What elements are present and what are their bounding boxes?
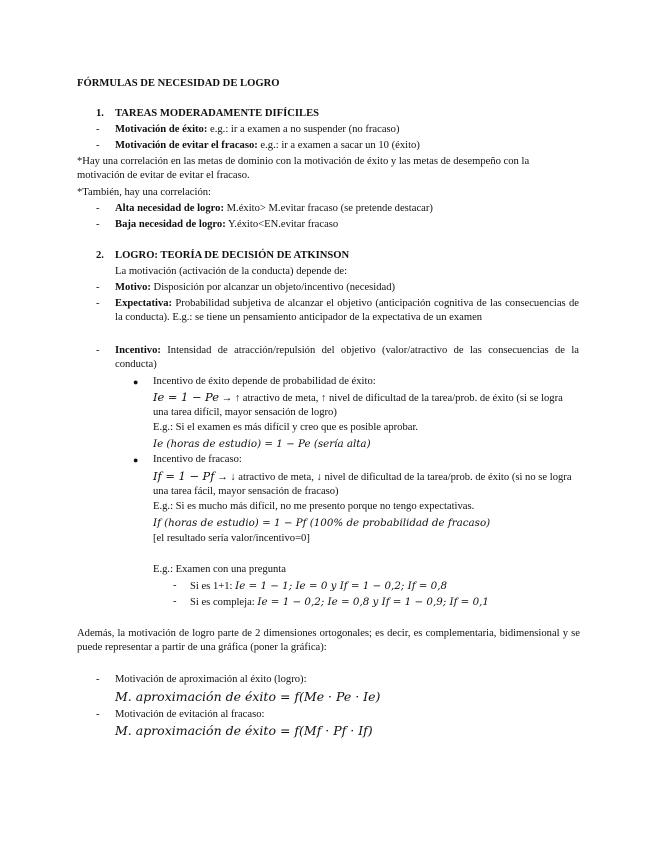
list-item: Motivación de evitar el fracaso: e.g.: ir a examen a sacar un 10 (éxito) — [115, 140, 420, 151]
formula: If = 1 − Pf — [153, 469, 215, 483]
bullet-subdash: - — [173, 596, 177, 607]
list-item: Motivo: Disposición por alcanzar un objeto/incentivo (necesidad) — [115, 282, 396, 293]
section-1-heading: TAREAS MODERADAMENTE DIFÍCILES — [115, 108, 320, 119]
note-paragraph: *Hay una correlación en las metas de dominio con la motivación de éxito y las metas de desempeño con la motivación de evitar de evitar el fracaso. — [77, 156, 530, 181]
example-text: E.g.: Si es mucho más difícil, no me presento porque no tengo expectativas. — [153, 501, 475, 512]
section-2-number: 2. — [96, 250, 104, 261]
bullet-dash: - — [96, 124, 100, 135]
list-item: Expectativa: Probabilidad subjetiva de alcanzar el objetivo (anticipación cognitiva de las consecuencias de la conducta). E.g.: se tiene un pensamiento anticipador de la expectativa de un examen — [115, 298, 579, 323]
formula: Ie = 1 − Pe — [153, 390, 219, 404]
list-item: Motivación de éxito: e.g.: ir a examen a no suspender (no fracaso) — [115, 124, 400, 135]
bullet-dash: - — [96, 345, 100, 356]
closing-paragraph: Además, la motivación de logro parte de 2 dimensiones ortogonales; es decir, es complementaria, bidimensional y se puede representar a partir de una gráfica (poner la gráfica): — [77, 628, 580, 653]
bullet-dash: - — [96, 298, 100, 309]
section-2-heading: LOGRO: TEORÍA DE DECISIÓN DE ATKINSON — [115, 250, 350, 261]
list-item: Incentivo: Intensidad de atracción/repulsión del objetivo (valor/atractivo de las consecuencias de la conducta) — [115, 345, 579, 370]
page-title: FÓRMULAS DE NECESIDAD DE LOGRO — [77, 78, 280, 89]
formula: M. aproximación de éxito = f(Me · Pe · Ie) — [115, 689, 381, 704]
bullet-dot: ● — [133, 455, 139, 465]
bullet-dash: - — [96, 140, 100, 151]
bullet-dot: ● — [133, 377, 139, 387]
example-text: E.g.: Si el examen es más difícil y creo que es posible aprobar. — [153, 422, 419, 433]
example-label: E.g.: Examen con una pregunta — [153, 564, 286, 575]
list-item: Motivación de evitación al fracaso: — [115, 709, 265, 720]
note-paragraph: *También, hay una correlación: — [77, 187, 211, 198]
bullet-dash: - — [96, 674, 100, 685]
formula: Ie = 1 − 1; Ie = 0 y If = 1 − 0,2; If = 0,8 — [235, 580, 448, 592]
list-item: Baja necesidad de logro: Y.éxito<EN.evitar fracaso — [115, 219, 339, 230]
example-item: Si es 1+1: Ie = 1 − 1; Ie = 0 y If = 1 − 0,2; If = 0,8 — [190, 580, 448, 592]
list-item: Alta necesidad de logro: M.éxito> M.evitar fracaso (se pretende destacar) — [115, 203, 433, 214]
section-2-intro: La motivación (activación de la conducta) depende de: — [115, 266, 348, 277]
section-1-number: 1. — [96, 108, 104, 119]
sub-item-label: Incentivo de fracaso: — [153, 454, 242, 465]
sub-item-text: If = 1 − Pf → ↓ atractivo de meta, ↓ nivel de dificultad de la tarea/prob. de éxito (si no se logra una tarea fácil, mayor sensación de fracaso) — [153, 469, 572, 497]
list-item: Motivación de aproximación al éxito (logro): — [115, 674, 307, 685]
result-text: [el resultado sería valor/incentivo=0] — [153, 533, 310, 544]
bullet-dash: - — [96, 709, 100, 720]
sub-item-label: Incentivo de éxito depende de probabilidad de éxito: — [153, 376, 376, 387]
formula: Ie (horas de estudio) = 1 − Pe (sería alta) — [153, 438, 371, 450]
bullet-dash: - — [96, 219, 100, 230]
example-item: Si es compleja: Ie = 1 − 0,2; Ie = 0,8 y If = 1 − 0,9; If = 0,1 — [190, 596, 489, 608]
sub-item-text: Ie = 1 − Pe → ↑ atractivo de meta, ↑ nivel de dificultad de la tarea/prob. de éxito (si se logra una tarea difícil, mayor sensación de logro) — [153, 390, 563, 418]
formula: If (horas de estudio) = 1 − Pf (100% de probabilidad de fracaso) — [153, 517, 491, 529]
bullet-dash: - — [96, 282, 100, 293]
formula: Ie = 1 − 0,2; Ie = 0,8 y If = 1 − 0,9; If = 0,1 — [257, 596, 489, 608]
formula: M. aproximación de éxito = f(Mf · Pf · If) — [115, 723, 373, 738]
bullet-dash: - — [96, 203, 100, 214]
bullet-subdash: - — [173, 580, 177, 591]
